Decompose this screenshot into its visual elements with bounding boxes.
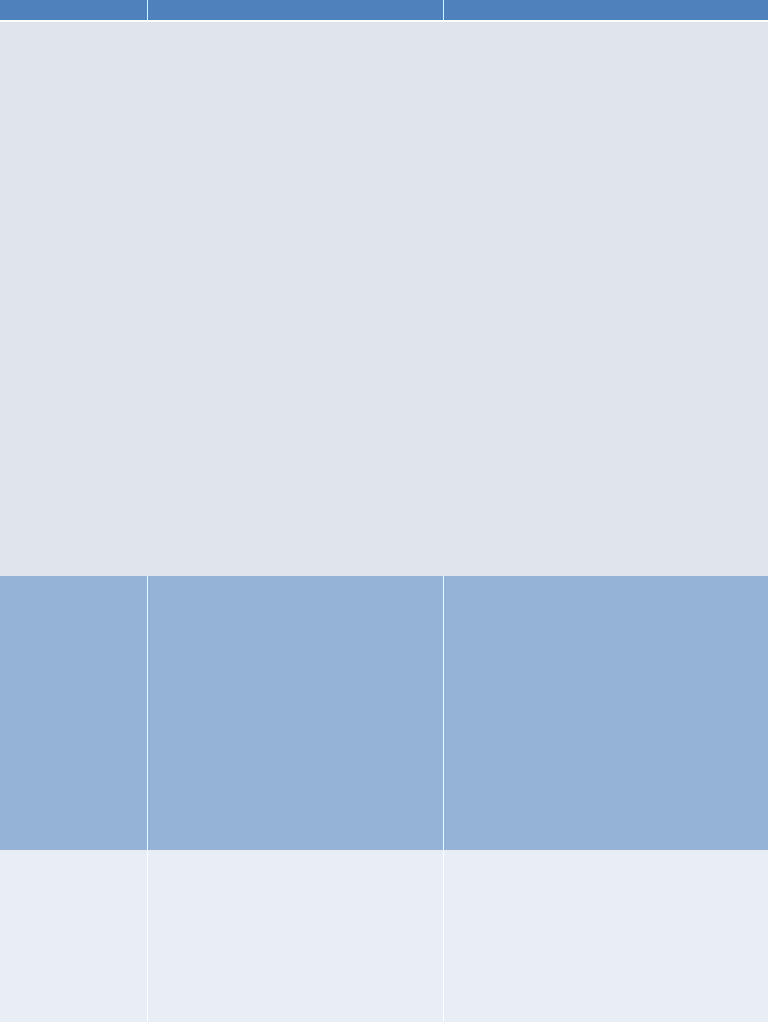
row-label [0, 850, 148, 1024]
overlay-label [0, 576, 148, 850]
header-edipo-en-colono [444, 0, 768, 22]
intertextual-highlight-row [0, 576, 768, 850]
header-edipo-rey [148, 0, 444, 22]
edipo-rey-cell [148, 850, 444, 1024]
comparison-table [0, 0, 768, 22]
edipo-en-colono-cell [444, 850, 768, 1024]
overlay-edipo-en-colono [444, 576, 768, 850]
contextual-row [0, 850, 768, 1024]
header-empty-cell [0, 0, 148, 22]
overlay-edipo-rey [148, 576, 444, 850]
